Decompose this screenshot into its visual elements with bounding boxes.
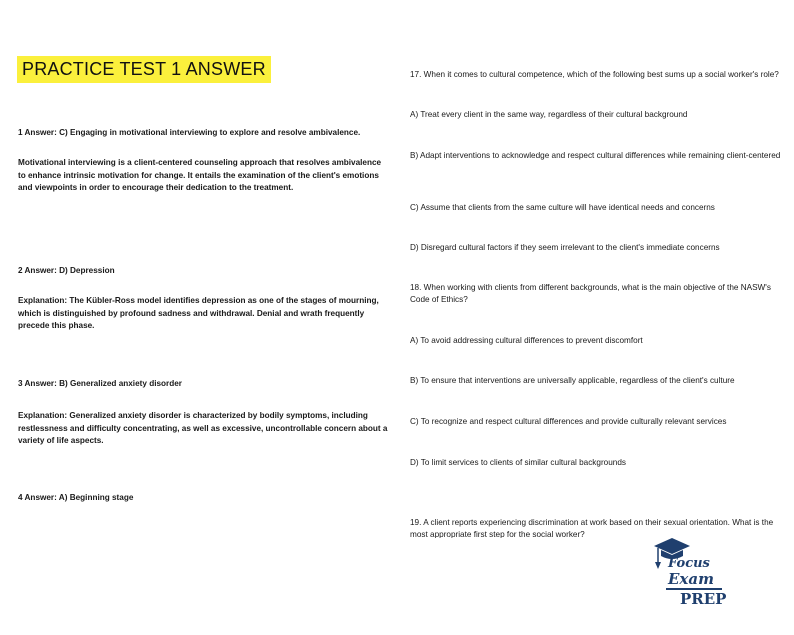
- page-title: PRACTICE TEST 1 ANSWER: [17, 56, 271, 83]
- focus-exam-prep-logo: [650, 536, 730, 608]
- question-text: 17. When it comes to cultural competence, which of the following best sums up a social worker's role?: [410, 70, 779, 79]
- logo-line-exam: Exam: [668, 570, 714, 588]
- questions-column: [410, 0, 794, 538]
- answer-label: 4 Answer: A) Beginning stage: [18, 493, 134, 502]
- question-option: A) To avoid addressing cultural differences to prevent discomfort: [410, 336, 643, 345]
- question-option: B) To ensure that interventions are universally applicable, regardless of the client's culture: [410, 376, 735, 385]
- question-option: A) Treat every client in the same way, regardless of their cultural background: [410, 110, 688, 119]
- answer-explanation: Explanation: Generalized anxiety disorder is characterized by bodily symptoms, including restlessness and difficulty concentrating, as well as excessive, uncontrollable concern about a variety of life aspects.: [18, 411, 388, 445]
- question-option: D) Disregard cultural factors if they seem irrelevant to the client's immediate concerns: [410, 243, 720, 252]
- answer-label: 1 Answer: C) Engaging in motivational interviewing to explore and resolve ambivalence.: [18, 128, 361, 137]
- answer-explanation: Motivational interviewing is a client-centered counseling approach that resolves ambivalence to enhance intrinsic motivation for change. It entails the examination of the client's emotions and viewpoints in order to encourage their dedication to the treatment.: [18, 158, 382, 192]
- answer-label: 2 Answer: D) Depression: [18, 266, 115, 275]
- question-option: C) To recognize and respect cultural differences and provide culturally relevant services: [410, 417, 727, 426]
- question-option: D) To limit services to clients of similar cultural backgrounds: [410, 458, 626, 467]
- question-text: 19. A client reports experiencing discrimination at work based on their sexual orientation. What is the most appropriate first step for the social worker?: [410, 518, 774, 538]
- answer-label: 3 Answer: B) Generalized anxiety disorder: [18, 379, 182, 388]
- question-text: 18. When working with clients from different backgrounds, what is the main objective of the NASW's Code of Ethics?: [410, 283, 771, 304]
- logo-line-focus: Focus: [668, 556, 710, 571]
- answer-explanation: Explanation: The Kübler-Ross model identifies depression as one of the stages of mourning, which is distinguished by profound sadness and withdrawal. Denial and wrath frequently precede this phase.: [18, 296, 379, 330]
- question-option: C) Assume that clients from the same culture will have identical needs and concerns: [410, 203, 715, 212]
- logo-line-prep: PREP: [680, 590, 727, 608]
- question-option: B) Adapt interventions to acknowledge and respect cultural differences while remaining client-centered: [410, 151, 781, 160]
